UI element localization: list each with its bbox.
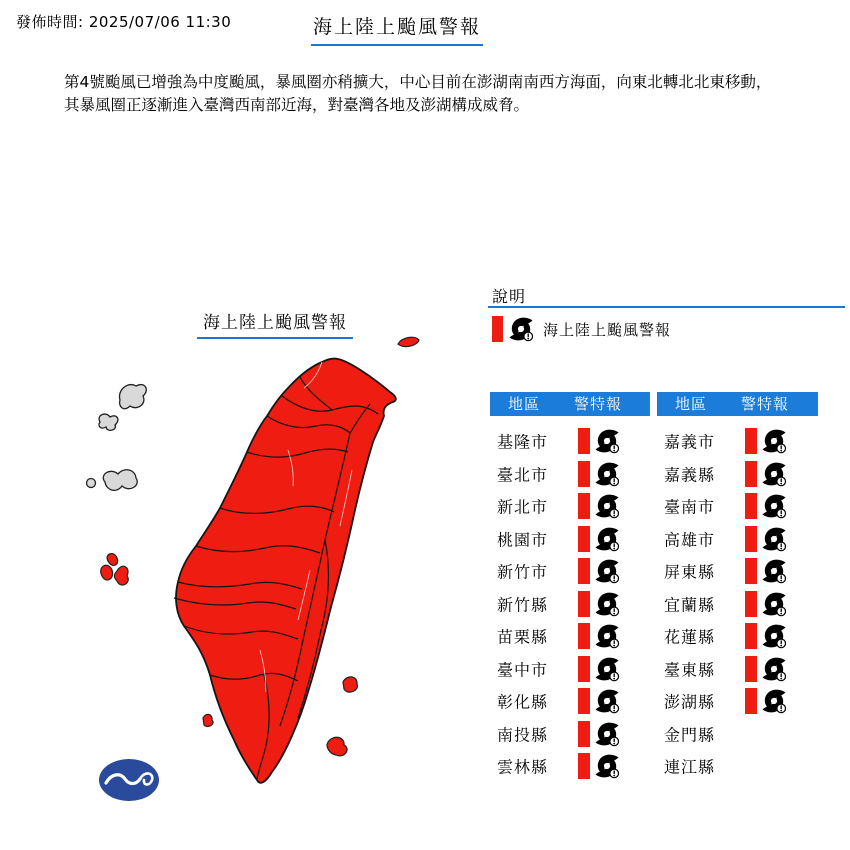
warning-color-bar xyxy=(578,558,590,584)
table-row xyxy=(490,490,650,523)
warning-color-bar xyxy=(745,591,757,617)
page-title: 海上陸上颱風警報 xyxy=(311,12,483,46)
warning-color-bar xyxy=(745,688,757,714)
table-row xyxy=(657,588,817,621)
region-name: 嘉義市 xyxy=(664,432,716,452)
legend-title: 說明 xyxy=(492,287,527,306)
region-name: 新北市 xyxy=(497,497,549,517)
typhoon-icon xyxy=(761,493,787,519)
table-row xyxy=(657,653,817,686)
typhoon-icon xyxy=(594,656,620,682)
kinmen-islands-gray xyxy=(87,470,138,491)
warning-color-bar xyxy=(578,656,590,682)
typhoon-icon xyxy=(594,428,620,454)
region-column-header: 地區 xyxy=(508,395,541,413)
warning-color-bar xyxy=(578,526,590,552)
region-name: 花蓮縣 xyxy=(664,627,716,647)
bulletin-line-1: 第4號颱風已增強為中度颱風，暴風圈亦稍擴大，中心目前在澎湖南南西方海面，向東北轉北北東移動， xyxy=(64,73,772,91)
region-name: 連江縣 xyxy=(664,757,716,777)
typhoon-icon xyxy=(761,428,787,454)
taiwan-warning-map xyxy=(60,330,460,830)
warning-color-bar xyxy=(745,461,757,487)
typhoon-icon xyxy=(594,721,620,747)
typhoon-icon xyxy=(761,656,787,682)
left-table-header xyxy=(490,392,650,416)
warning-color-bar xyxy=(745,428,757,454)
table-row xyxy=(657,750,817,783)
typhoon-icon xyxy=(594,623,620,649)
table-row xyxy=(490,458,650,491)
region-name: 金門縣 xyxy=(664,725,716,745)
region-name: 新竹縣 xyxy=(497,595,549,615)
table-row xyxy=(657,685,817,718)
region-name: 屏東縣 xyxy=(664,562,716,582)
table-row xyxy=(657,718,817,751)
table-row xyxy=(657,620,817,653)
warning-color-bar xyxy=(578,428,590,454)
table-row xyxy=(490,685,650,718)
warning-color-bar xyxy=(578,493,590,519)
typhoon-icon xyxy=(508,316,534,342)
typhoon-icon xyxy=(594,558,620,584)
warning-column-header: 警特報 xyxy=(741,395,790,413)
region-name: 南投縣 xyxy=(497,725,549,745)
table-row xyxy=(657,458,817,491)
typhoon-icon xyxy=(594,688,620,714)
warning-color-swatch xyxy=(492,316,503,342)
table-row xyxy=(490,620,650,653)
region-name: 臺北市 xyxy=(497,465,549,485)
typhoon-icon xyxy=(594,591,620,617)
table-row xyxy=(657,555,817,588)
typhoon-icon xyxy=(761,688,787,714)
legend-item xyxy=(492,315,671,343)
cwb-logo xyxy=(99,759,159,801)
matsu-islands-gray xyxy=(99,385,146,431)
warning-color-bar xyxy=(578,591,590,617)
warning-color-bar xyxy=(745,493,757,519)
typhoon-icon xyxy=(594,526,620,552)
region-name: 臺南市 xyxy=(664,497,716,517)
typhoon-icon xyxy=(761,623,787,649)
table-row xyxy=(657,490,817,523)
left-table xyxy=(490,425,650,783)
typhoon-icon xyxy=(761,461,787,487)
table-row xyxy=(490,588,650,621)
published-time: 發佈時間: 2025/07/06 11:30 xyxy=(16,13,232,31)
warning-color-bar xyxy=(578,623,590,649)
typhoon-icon xyxy=(761,591,787,617)
table-row xyxy=(490,750,650,783)
region-name: 宜蘭縣 xyxy=(664,595,716,615)
table-row xyxy=(490,718,650,751)
warning-color-bar xyxy=(745,526,757,552)
table-row xyxy=(657,425,817,458)
region-name: 雲林縣 xyxy=(497,757,549,777)
typhoon-icon xyxy=(761,526,787,552)
region-name: 新竹市 xyxy=(497,562,549,582)
table-row xyxy=(490,523,650,556)
region-name: 臺中市 xyxy=(497,660,549,680)
warning-color-bar xyxy=(745,656,757,682)
warning-color-bar xyxy=(745,558,757,584)
region-name: 彰化縣 xyxy=(497,692,549,712)
warning-color-bar xyxy=(578,753,590,779)
region-name: 苗栗縣 xyxy=(497,627,549,647)
warning-color-bar xyxy=(578,721,590,747)
region-name: 臺東縣 xyxy=(664,660,716,680)
warning-column-header: 警特報 xyxy=(574,395,623,413)
typhoon-icon xyxy=(594,493,620,519)
region-name: 澎湖縣 xyxy=(664,692,716,712)
warning-color-bar xyxy=(578,688,590,714)
table-row xyxy=(490,555,650,588)
typhoon-icon xyxy=(594,461,620,487)
typhoon-icon xyxy=(761,558,787,584)
warning-color-bar xyxy=(578,461,590,487)
right-table-header xyxy=(657,392,818,416)
table-row xyxy=(490,425,650,458)
map-title: 海上陸上颱風警報 xyxy=(197,308,353,339)
region-column-header: 地區 xyxy=(675,395,708,413)
warning-color-bar xyxy=(745,623,757,649)
legend-divider xyxy=(488,306,845,308)
table-row xyxy=(490,653,650,686)
region-name: 嘉義縣 xyxy=(664,465,716,485)
typhoon-icon xyxy=(594,753,620,779)
bulletin-text xyxy=(64,71,794,117)
region-name: 基隆市 xyxy=(497,432,549,452)
bulletin-line-2: 其暴風圈正逐漸進入臺灣西南部近海，對臺灣各地及澎湖構成威脅。 xyxy=(64,96,530,114)
region-name: 高雄市 xyxy=(664,530,716,550)
region-name: 桃園市 xyxy=(497,530,549,550)
table-row xyxy=(657,523,817,556)
legend-label: 海上陸上颱風警報 xyxy=(543,320,672,339)
right-table xyxy=(657,425,817,783)
penghu-islands-red xyxy=(101,554,129,585)
